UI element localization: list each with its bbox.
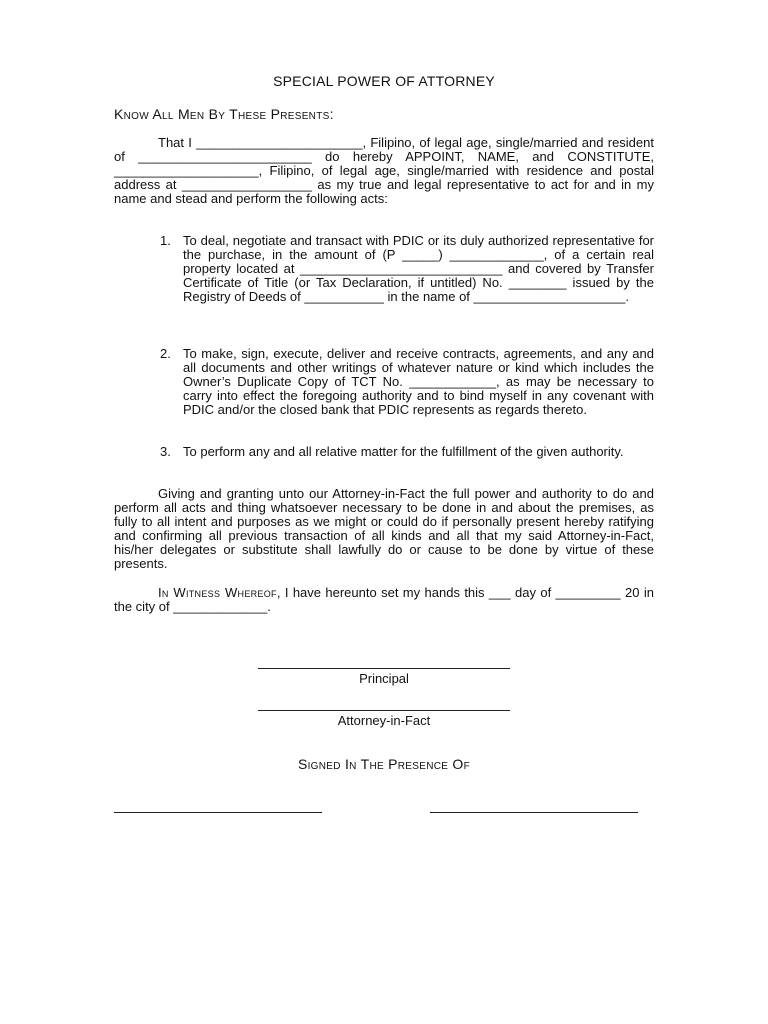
granting-text: Giving and granting unto our Attorney-in-Fact the full power and authority to do and perform all acts and thing whatsoever necessary to be done in and about the premises, as fully to all intent and purposes as we might or could do if personally present hereby ratifying and confirming all previous transaction of all kinds and all that my said Attorney-in-Fact, his/her delegates or substitute shall lawfully do or cause to be done by virtue of these presents.	[114, 486, 654, 571]
act-number-1: 1.	[160, 233, 171, 248]
principal-label: Principal	[359, 671, 409, 686]
attorney-label: Attorney-in-Fact	[337, 713, 431, 728]
document-title: SPECIAL POWER OF ATTORNEY	[273, 73, 495, 89]
presence-heading: Signed In The Presence Of	[297, 756, 471, 772]
witness-signature-line-2	[430, 812, 638, 814]
witness-clause	[114, 586, 654, 614]
opening-paragraph	[114, 136, 654, 206]
opening-text: That I _______________________, Filipino, of legal age, single/married and resident of ________________________ do hereby APPOINT, NAME, and CONSTITUTE, ____________________, Filipino, of legal age, single/married with residence and postal address at __________________ as my true and legal representative to act for and in my name and stead and perform the following acts:	[114, 135, 654, 206]
act-number-2: 2.	[160, 346, 171, 361]
witness-clause-lead: In Witness Whereof	[158, 585, 277, 600]
witness-signature-line-1	[114, 812, 322, 814]
granting-paragraph	[114, 487, 654, 571]
act-text-3: To perform any and all relative matter for the fulfillment of the given authority.	[183, 444, 624, 459]
attorney-signature-line	[258, 710, 510, 712]
act-text-2: To make, sign, execute, deliver and receive contracts, agreements, and any and all documents and other writings of whatever nature or kind which includes the Owner’s Duplicate Copy of TCT No. ____________, as may be necessary to carry into effect the foregoing authority and to bind myself in any covenant with PDIC and/or the closed bank that PDIC represents as regards thereto.	[183, 346, 654, 417]
witness-clause-rest: , I have hereunto set my hands this ___ day of _________ 20 in the city of _____________.	[114, 585, 654, 614]
principal-signature-line	[258, 668, 510, 670]
salutation-heading: Know All Men By These Presents:	[114, 106, 334, 122]
act-number-3: 3.	[160, 444, 171, 459]
act-text-1: To deal, negotiate and transact with PDIC or its duly authorized representative for the purchase, in the amount of (P _____) _____________, of a certain real property located at ____________________________ and covered by Transfer Certificate of Title (or Tax Declaration, if untitled) No. ________ issued by the Registry of Deeds of ___________ in the name of _____________________.	[183, 233, 654, 304]
